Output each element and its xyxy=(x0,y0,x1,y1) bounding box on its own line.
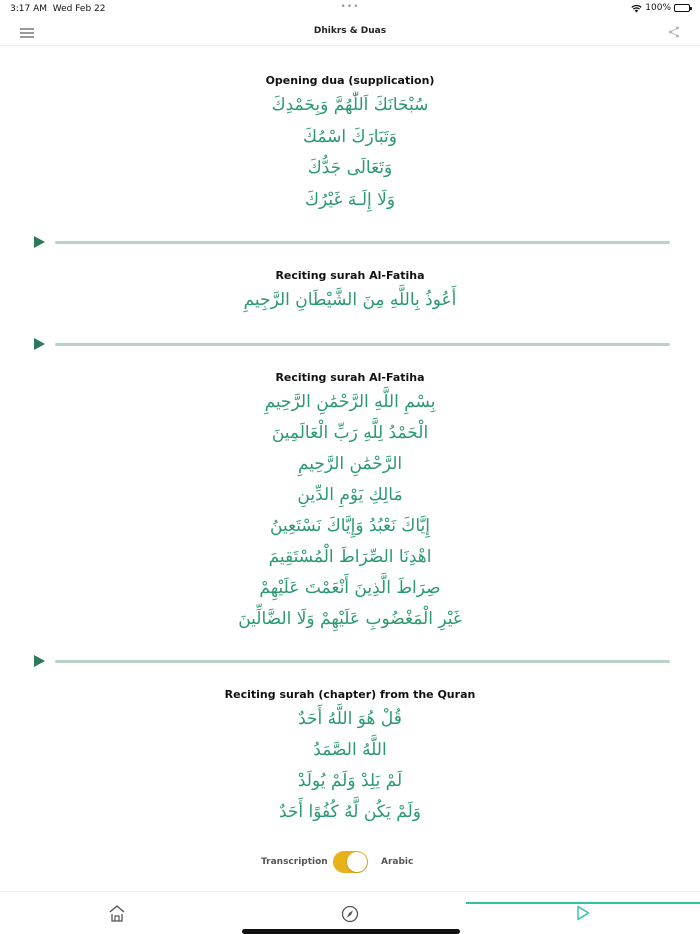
arabic-line: مَالِكِ يَوْمِ الدِّينِ xyxy=(297,485,403,505)
arabic-line: لَمْ يَلِدْ وَلَمْ يُولَدْ xyxy=(297,771,403,791)
transcription-arabic-toggle-row xyxy=(0,851,700,873)
share-icon[interactable] xyxy=(668,26,680,38)
arabic-line: سُبْحَانَكَ اَللّٰهُمَّ وَبِحَمْدِكَ xyxy=(271,95,429,115)
multitasking-dots[interactable]: ••• xyxy=(340,2,360,12)
audio-progress-track[interactable] xyxy=(55,343,670,346)
section-taawwudh xyxy=(0,269,700,322)
arabic-line: أَعُوذُ بِاللَّهِ مِنَ الشَّيْطَانِ الرَّجِيمِ xyxy=(243,290,457,310)
status-date: Wed Feb 22 xyxy=(52,4,106,14)
arabic-line: اللَّهُ الصَّمَدُ xyxy=(313,740,387,760)
arabic-line: وَتَبَارَكَ اسْمُكَ xyxy=(303,127,397,147)
arabic-line: إِيَّاكَ نَعْبُدُ وَإِيَّاكَ نَسْتَعِينُ xyxy=(270,516,430,536)
nav-bar xyxy=(0,18,700,46)
section-title: Reciting surah Al-Fatiha xyxy=(275,269,425,282)
section-title: Opening dua (supplication) xyxy=(265,74,435,87)
wifi-icon xyxy=(631,4,642,13)
arabic-line: صِرَاطَ الَّذِينَ أَنْعَمْتَ عَلَيْهِمْ xyxy=(259,578,441,598)
toggle-label-transcription: Transcription xyxy=(261,857,328,867)
play-icon[interactable] xyxy=(34,655,45,667)
arabic-line: غَيْرِ الْمَغْضُوبِ عَلَيْهِمْ وَلَا الضَّالِّينَ xyxy=(238,609,462,629)
status-bar xyxy=(0,0,700,18)
tab-explore[interactable] xyxy=(233,892,466,934)
status-indicators xyxy=(631,3,690,13)
arabic-line: وَتَعَالَى جَدُّكَ xyxy=(307,158,393,178)
home-icon xyxy=(109,905,125,922)
content-scroll[interactable] xyxy=(0,47,700,890)
section-title: Reciting surah (chapter) from the Quran xyxy=(224,688,476,701)
audio-progress-track[interactable] xyxy=(55,660,670,663)
status-time: 3:17 AM xyxy=(10,4,47,14)
battery-icon xyxy=(674,4,690,12)
audio-progress-track[interactable] xyxy=(55,241,670,244)
arabic-line: وَلَا إِلَـهَ غَيْرُكَ xyxy=(304,190,396,210)
language-toggle-switch[interactable] xyxy=(333,851,368,873)
section-al-fatiha xyxy=(0,371,700,640)
tab-play[interactable] xyxy=(466,892,699,934)
arabic-line: وَلَمْ يَكُن لَّهُ كُفُوًا أَحَدٌ xyxy=(278,802,422,822)
play-icon[interactable] xyxy=(34,338,45,350)
play-icon[interactable] xyxy=(34,236,45,248)
status-time-date xyxy=(10,4,105,14)
play-icon xyxy=(576,905,590,921)
section-opening-dua xyxy=(0,74,700,222)
arabic-line: اهْدِنَا الصِّرَاطَ الْمُسْتَقِيمَ xyxy=(268,547,432,567)
toggle-knob xyxy=(347,852,367,872)
tab-bar xyxy=(0,891,700,934)
arabic-line: بِسْمِ اللَّهِ الرَّحْمَٰنِ الرَّحِيمِ xyxy=(264,392,436,412)
arabic-line: الْحَمْدُ لِلَّهِ رَبِّ الْعَالَمِينَ xyxy=(271,423,429,443)
home-indicator[interactable] xyxy=(242,929,460,934)
compass-icon xyxy=(341,905,359,923)
audio-player xyxy=(34,235,670,249)
battery-percent: 100% xyxy=(645,3,671,13)
page-title: Dhikrs & Duas xyxy=(313,26,387,36)
section-title: Reciting surah Al-Fatiha xyxy=(275,371,425,384)
arabic-line: قُلْ هُوَ اللَّهُ أَحَدٌ xyxy=(298,709,402,729)
audio-player xyxy=(34,654,670,668)
arabic-line: الرَّحْمَٰنِ الرَّحِيمِ xyxy=(297,454,403,474)
tab-home[interactable] xyxy=(0,892,233,934)
toggle-label-arabic: Arabic xyxy=(381,857,414,867)
section-surah-ikhlas xyxy=(0,688,700,833)
audio-player xyxy=(34,337,670,351)
